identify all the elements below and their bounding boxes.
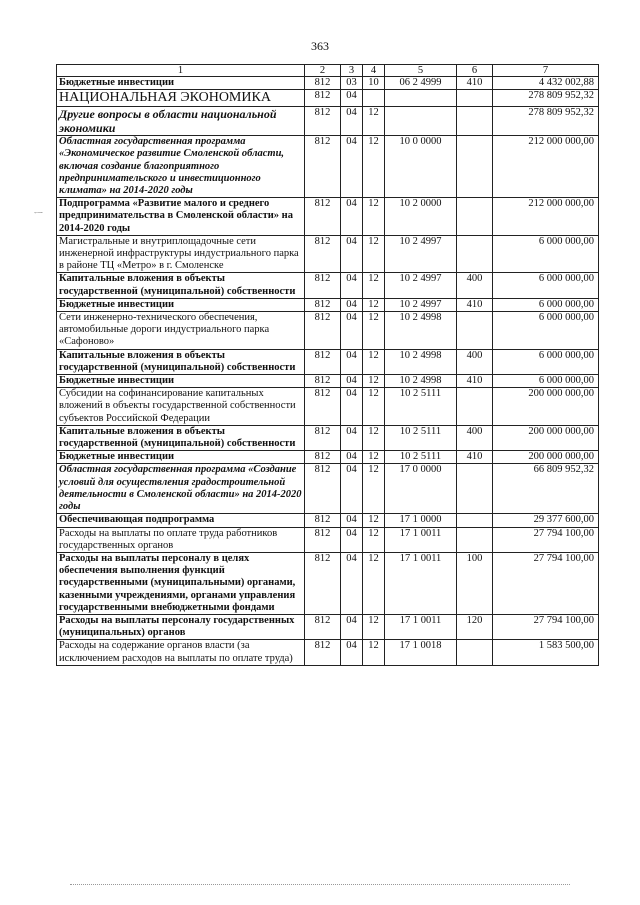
row-admin-code-cell: 812 — [305, 640, 341, 665]
table-body — [57, 77, 599, 666]
row-admin-code-cell: 812 — [305, 451, 341, 464]
row-section-cell: 04 — [341, 107, 363, 136]
row-name-cell: Капитальные вложения в объекты государственной (муниципальной) собственности — [57, 273, 305, 298]
row-admin-code-cell: 812 — [305, 235, 341, 273]
table-row — [57, 235, 599, 273]
row-expense-type-cell: 400 — [457, 425, 493, 450]
row-section-cell: 04 — [341, 614, 363, 639]
row-amount-cell: 278 809 952,32 — [493, 107, 599, 136]
table-row — [57, 90, 599, 107]
row-amount-cell: 6 000 000,00 — [493, 235, 599, 273]
row-subsection-cell: 12 — [363, 388, 385, 426]
row-subsection-cell — [363, 90, 385, 107]
table-row — [57, 298, 599, 311]
row-target-article-cell — [385, 107, 457, 136]
table-row — [57, 552, 599, 614]
row-target-article-cell: 17 1 0011 — [385, 527, 457, 552]
row-amount-cell: 27 794 100,00 — [493, 527, 599, 552]
row-target-article-cell: 10 2 4997 — [385, 235, 457, 273]
row-section-cell: 04 — [341, 514, 363, 527]
row-subsection-cell: 12 — [363, 198, 385, 236]
row-amount-cell: 200 000 000,00 — [493, 388, 599, 426]
row-expense-type-cell: 410 — [457, 451, 493, 464]
table-row — [57, 312, 599, 350]
row-name-cell: Магистральные и внутриплощадочные сети инженерной инфраструктуры индустриального парка в районе ТЦ «Метро» в г. Смоленске — [57, 235, 305, 273]
row-target-article-cell: 10 2 5111 — [385, 451, 457, 464]
row-expense-type-cell: 410 — [457, 298, 493, 311]
table-row — [57, 527, 599, 552]
row-target-article-cell: 10 0 0000 — [385, 136, 457, 198]
table-row — [57, 375, 599, 388]
row-amount-cell: 200 000 000,00 — [493, 425, 599, 450]
row-name-cell: Расходы на выплаты по оплате труда работников государственных органов — [57, 527, 305, 552]
row-target-article-cell: 17 0 0000 — [385, 464, 457, 514]
row-admin-code-cell: 812 — [305, 375, 341, 388]
header-col-3: 3 — [341, 65, 363, 77]
row-name-cell: Сети инженерно-технического обеспечения, автомобильные дороги индустриального парка «Сафоново» — [57, 312, 305, 350]
row-name-cell: Областная государственная программа «Создание условий для осуществления градостроительной деятельности в Смоленской области» на 2014-2020 годы — [57, 464, 305, 514]
row-section-cell: 04 — [341, 90, 363, 107]
row-admin-code-cell: 812 — [305, 198, 341, 236]
row-amount-cell: 212 000 000,00 — [493, 136, 599, 198]
row-subsection-cell: 12 — [363, 552, 385, 614]
table-row — [57, 107, 599, 136]
row-name-cell: Областная государственная программа «Экономическое развитие Смоленской области, включая создание благоприятного предпринимательского и инвестиционного климата» на 2014-2020 годы — [57, 136, 305, 198]
row-section-cell: 04 — [341, 235, 363, 273]
header-col-4: 4 — [363, 65, 385, 77]
row-amount-cell: 29 377 600,00 — [493, 514, 599, 527]
row-admin-code-cell: 812 — [305, 77, 341, 90]
row-subsection-cell: 12 — [363, 451, 385, 464]
row-subsection-cell: 12 — [363, 375, 385, 388]
row-amount-cell: 6 000 000,00 — [493, 273, 599, 298]
page-number: 363 — [311, 39, 329, 53]
row-amount-cell: 6 000 000,00 — [493, 375, 599, 388]
row-subsection-cell: 12 — [363, 136, 385, 198]
row-expense-type-cell: 410 — [457, 375, 493, 388]
row-expense-type-cell — [457, 107, 493, 136]
row-target-article-cell: 17 1 0018 — [385, 640, 457, 665]
table-row — [57, 464, 599, 514]
row-name-cell: Капитальные вложения в объекты государственной (муниципальной) собственности — [57, 425, 305, 450]
row-subsection-cell: 12 — [363, 312, 385, 350]
row-target-article-cell: 10 2 4997 — [385, 298, 457, 311]
row-target-article-cell: 17 1 0011 — [385, 552, 457, 614]
row-subsection-cell: 12 — [363, 514, 385, 527]
row-section-cell: 03 — [341, 77, 363, 90]
row-name-cell: Бюджетные инвестиции — [57, 451, 305, 464]
row-amount-cell: 6 000 000,00 — [493, 298, 599, 311]
row-admin-code-cell: 812 — [305, 425, 341, 450]
row-expense-type-cell: 410 — [457, 77, 493, 90]
row-name-cell: Обеспечивающая подпрограмма — [57, 514, 305, 527]
table-row — [57, 640, 599, 665]
row-subsection-cell: 12 — [363, 349, 385, 374]
row-section-cell: 04 — [341, 375, 363, 388]
row-admin-code-cell: 812 — [305, 464, 341, 514]
row-section-cell: 04 — [341, 451, 363, 464]
row-expense-type-cell — [457, 312, 493, 350]
row-amount-cell: 200 000 000,00 — [493, 451, 599, 464]
footer-dotted-line — [70, 884, 570, 885]
row-expense-type-cell — [457, 136, 493, 198]
row-subsection-cell: 12 — [363, 425, 385, 450]
row-target-article-cell: 17 1 0000 — [385, 514, 457, 527]
row-section-cell: 04 — [341, 198, 363, 236]
row-expense-type-cell: 100 — [457, 552, 493, 614]
row-amount-cell: 6 000 000,00 — [493, 349, 599, 374]
row-amount-cell: 4 432 002,88 — [493, 77, 599, 90]
table-row — [57, 425, 599, 450]
row-expense-type-cell — [457, 464, 493, 514]
row-name-cell: Расходы на выплаты персоналу государственных (муниципальных) органов — [57, 614, 305, 639]
row-expense-type-cell: 120 — [457, 614, 493, 639]
row-target-article-cell: 10 2 4998 — [385, 312, 457, 350]
header-col-5: 5 — [385, 65, 457, 77]
table-row — [57, 77, 599, 90]
row-section-cell: 04 — [341, 527, 363, 552]
budget-table — [56, 64, 599, 666]
row-target-article-cell: 10 2 0000 — [385, 198, 457, 236]
row-expense-type-cell: 400 — [457, 273, 493, 298]
row-subsection-cell: 12 — [363, 273, 385, 298]
row-subsection-cell: 12 — [363, 298, 385, 311]
row-admin-code-cell: 812 — [305, 514, 341, 527]
row-amount-cell: 27 794 100,00 — [493, 552, 599, 614]
table-row — [57, 614, 599, 639]
header-col-6: 6 — [457, 65, 493, 77]
row-amount-cell: 66 809 952,32 — [493, 464, 599, 514]
row-section-cell: 04 — [341, 640, 363, 665]
row-admin-code-cell: 812 — [305, 136, 341, 198]
row-expense-type-cell — [457, 90, 493, 107]
row-subsection-cell: 12 — [363, 640, 385, 665]
row-name-cell: Бюджетные инвестиции — [57, 77, 305, 90]
row-admin-code-cell: 812 — [305, 298, 341, 311]
header-col-2: 2 — [305, 65, 341, 77]
margin-mark: ᅳ — [34, 208, 43, 218]
row-expense-type-cell — [457, 198, 493, 236]
row-amount-cell: 212 000 000,00 — [493, 198, 599, 236]
row-target-article-cell: 17 1 0011 — [385, 614, 457, 639]
row-expense-type-cell — [457, 527, 493, 552]
row-expense-type-cell — [457, 235, 493, 273]
row-expense-type-cell: 400 — [457, 349, 493, 374]
row-admin-code-cell: 812 — [305, 349, 341, 374]
row-name-cell: Другие вопросы в области национальной экономики — [57, 107, 305, 136]
row-target-article-cell: 10 2 5111 — [385, 425, 457, 450]
row-name-cell: Расходы на содержание органов власти (за исключением расходов на выплаты по оплате труда) — [57, 640, 305, 665]
row-admin-code-cell: 812 — [305, 527, 341, 552]
row-section-cell: 04 — [341, 312, 363, 350]
row-expense-type-cell — [457, 388, 493, 426]
table-row — [57, 349, 599, 374]
header-row — [57, 65, 599, 77]
row-name-cell: Расходы на выплаты персоналу в целях обеспечения выполнения функций государственными (муниципальными) органами, казенными учреждениями, органами управления государственными внебюджетными фондами — [57, 552, 305, 614]
row-section-cell: 04 — [341, 136, 363, 198]
table-row — [57, 388, 599, 426]
row-target-article-cell: 10 2 4998 — [385, 375, 457, 388]
row-subsection-cell: 12 — [363, 527, 385, 552]
row-name-cell: Подпрограмма «Развитие малого и среднего предпринимательства в Смоленской области» на 2014-2020 годы — [57, 198, 305, 236]
table-row — [57, 136, 599, 198]
row-admin-code-cell: 812 — [305, 273, 341, 298]
row-subsection-cell: 12 — [363, 235, 385, 273]
row-amount-cell: 6 000 000,00 — [493, 312, 599, 350]
row-name-cell: Бюджетные инвестиции — [57, 375, 305, 388]
row-section-cell: 04 — [341, 349, 363, 374]
row-section-cell: 04 — [341, 552, 363, 614]
row-target-article-cell: 06 2 4999 — [385, 77, 457, 90]
header-col-1: 1 — [57, 65, 305, 77]
row-expense-type-cell — [457, 514, 493, 527]
row-name-cell: Субсидии на софинансирование капитальных вложений в объекты государственной собственности субъектов Российской Федерации — [57, 388, 305, 426]
header-col-7: 7 — [493, 65, 599, 77]
row-admin-code-cell: 812 — [305, 388, 341, 426]
row-amount-cell: 1 583 500,00 — [493, 640, 599, 665]
row-name-cell: Бюджетные инвестиции — [57, 298, 305, 311]
row-section-cell: 04 — [341, 425, 363, 450]
row-section-cell: 04 — [341, 464, 363, 514]
row-amount-cell: 278 809 952,32 — [493, 90, 599, 107]
row-target-article-cell: 10 2 5111 — [385, 388, 457, 426]
row-expense-type-cell — [457, 640, 493, 665]
row-name-cell: Капитальные вложения в объекты государственной (муниципальной) собственности — [57, 349, 305, 374]
row-section-cell: 04 — [341, 273, 363, 298]
table-row — [57, 198, 599, 236]
row-admin-code-cell: 812 — [305, 614, 341, 639]
row-admin-code-cell: 812 — [305, 312, 341, 350]
row-subsection-cell: 12 — [363, 614, 385, 639]
row-subsection-cell: 12 — [363, 464, 385, 514]
row-subsection-cell: 10 — [363, 77, 385, 90]
row-admin-code-cell: 812 — [305, 552, 341, 614]
row-target-article-cell: 10 2 4998 — [385, 349, 457, 374]
table-row — [57, 451, 599, 464]
row-target-article-cell — [385, 90, 457, 107]
row-section-cell: 04 — [341, 298, 363, 311]
row-subsection-cell: 12 — [363, 107, 385, 136]
row-section-cell: 04 — [341, 388, 363, 426]
row-amount-cell: 27 794 100,00 — [493, 614, 599, 639]
row-name-cell: НАЦИОНАЛЬНАЯ ЭКОНОМИКА — [57, 90, 305, 107]
row-target-article-cell: 10 2 4997 — [385, 273, 457, 298]
table-row — [57, 514, 599, 527]
row-admin-code-cell: 812 — [305, 107, 341, 136]
table-row — [57, 273, 599, 298]
row-admin-code-cell: 812 — [305, 90, 341, 107]
